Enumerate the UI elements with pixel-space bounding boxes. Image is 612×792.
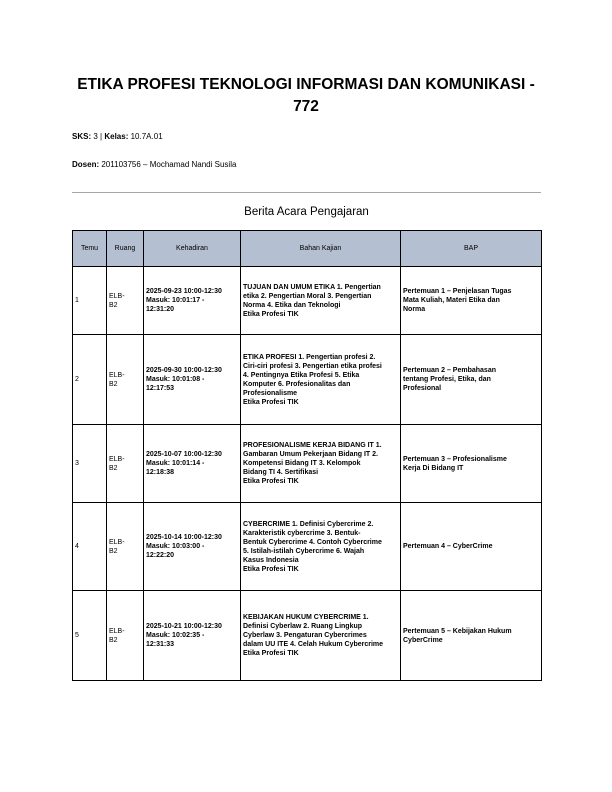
bap-line: Mata Kuliah, Materi Etika dan	[403, 297, 500, 304]
horizontal-divider	[72, 192, 541, 193]
cell-kehadiran	[144, 503, 241, 591]
header-temu: Temu	[73, 231, 107, 267]
dosen-label: Dosen:	[72, 160, 100, 169]
bap-line: Pertemuan 2 – Pembahasan	[403, 367, 496, 374]
ruang-line: ELB-	[109, 538, 125, 546]
bap-line: Norma	[403, 306, 426, 313]
bahan-line: 4. Pentingnya Etika Profesi 5. Etika	[243, 371, 360, 379]
cell-bahan-kajian	[241, 425, 401, 503]
cell-bahan-kajian	[241, 503, 401, 591]
bap-line: Profesional	[403, 385, 442, 392]
table-row	[73, 425, 542, 503]
kehadiran-line: 12:17:53	[146, 385, 175, 392]
title-line-1: ETIKA PROFESI TEKNOLOGI INFORMASI DAN KOMUNIKASI -	[77, 76, 535, 93]
header-kehadiran: Kehadiran	[144, 231, 241, 267]
cell-bahan-kajian	[241, 267, 401, 335]
cell-kehadiran	[144, 335, 241, 425]
bahan-line: Ciri-ciri profesi 3. Pengertian etika profesi	[243, 362, 382, 370]
bahan-line: PROFESIONALISME KERJA BIDANG IT 1.	[243, 442, 382, 449]
ruang-line: B2	[109, 464, 118, 472]
bahan-line: KEBIJAKAN HUKUM CYBERCRIME 1.	[243, 614, 369, 621]
kehadiran-line: 2025-10-21 10:00-12:30	[146, 623, 222, 630]
cell-temu: 1	[73, 267, 107, 335]
bahan-line: Etika Profesi TIK	[243, 650, 299, 657]
table-row	[73, 503, 542, 591]
bap-line: Kerja Di Bidang IT	[403, 464, 464, 472]
bahan-line: ETIKA PROFESI 1. Pengertian profesi 2.	[243, 353, 376, 361]
cell-ruang	[107, 503, 144, 591]
cell-kehadiran	[144, 425, 241, 503]
cell-temu: 5	[73, 591, 107, 681]
ruang-line: B2	[109, 380, 118, 388]
bap-line: Pertemuan 5 – Kebijakan Hukum	[403, 627, 512, 635]
bahan-line: dalam UU ITE 4. Celah Hukum Cybercrime	[243, 641, 384, 648]
bap-line: Pertemuan 4 – CyberCrime	[403, 543, 493, 550]
header-bap: BAP	[401, 231, 542, 267]
header-ruang: Ruang	[107, 231, 144, 267]
kehadiran-line: 12:18:38	[146, 469, 175, 476]
bap-line: CyberCrime	[403, 636, 443, 644]
bap-line: tentang Profesi, Etika, dan	[403, 376, 491, 383]
section-title: Berita Acara Pengajaran	[244, 206, 369, 218]
bahan-line: TUJUAN DAN UMUM ETIKA 1. Pengertian	[243, 283, 381, 291]
cell-temu: 4	[73, 503, 107, 591]
cell-ruang	[107, 591, 144, 681]
bahan-line: Etika Profesi TIK	[243, 398, 299, 406]
kehadiran-line: 2025-09-30 10:00-12:30	[146, 367, 222, 374]
ruang-line: B2	[109, 547, 118, 555]
table-row	[73, 267, 542, 335]
bahan-line: Definisi Cyberlaw 2. Ruang Lingkup	[243, 623, 363, 630]
cell-kehadiran	[144, 591, 241, 681]
bahan-line: Profesionalisme	[243, 389, 298, 397]
kehadiran-line: 12:31:33	[146, 641, 175, 648]
bahan-line: Bentuk Cybercrime 4. Contoh Cybercrime	[243, 538, 382, 546]
cell-bap	[401, 267, 542, 335]
dosen-value: 201103756 – Mochamad Nandi Susila	[101, 160, 237, 169]
bahan-line: etika 2. Pengertian Moral 3. Pengertian	[243, 292, 372, 300]
kehadiran-line: 2025-09-23 10:00-12:30	[146, 288, 222, 295]
cell-ruang	[107, 267, 144, 335]
cell-bap	[401, 591, 542, 681]
sks-value: 3	[93, 132, 98, 141]
cell-ruang	[107, 335, 144, 425]
cell-temu: 2	[73, 335, 107, 425]
kelas-value: 10.7A.01	[130, 132, 163, 141]
teaching-log-table	[72, 230, 542, 681]
bahan-line: Bidang TI 4. Sertifikasi	[243, 469, 319, 476]
bahan-line: Gambaran Umum Pekerjaan Bidang IT 2.	[243, 451, 378, 458]
kehadiran-line: 12:22:20	[146, 552, 175, 559]
bahan-line: Etika Profesi TIK	[243, 565, 299, 573]
cell-bap	[401, 425, 542, 503]
bahan-line: Kompetensi Bidang IT 3. Kelompok	[243, 460, 361, 467]
ruang-line: ELB-	[109, 627, 125, 635]
cell-temu: 3	[73, 425, 107, 503]
ruang-line: B2	[109, 301, 118, 309]
ruang-line: ELB-	[109, 455, 125, 463]
kehadiran-line: 2025-10-07 10:00-12:30	[146, 451, 222, 458]
meta-separator: |	[100, 132, 103, 141]
kehadiran-line: Masuk: 10:01:08 -	[146, 376, 205, 383]
kehadiran-line: Masuk: 10:01:14 -	[146, 460, 205, 467]
table-header-row	[73, 231, 542, 267]
ruang-line: B2	[109, 636, 118, 644]
bahan-line: Kasus Indonesia	[243, 556, 299, 564]
kelas-label: Kelas:	[104, 132, 129, 141]
ruang-line: ELB-	[109, 292, 125, 300]
ruang-line: ELB-	[109, 371, 125, 379]
cell-ruang	[107, 425, 144, 503]
bahan-line: Komputer 6. Profesionalitas dan	[243, 380, 351, 388]
cell-bahan-kajian	[241, 335, 401, 425]
kehadiran-line: Masuk: 10:02:35 -	[146, 632, 205, 639]
kehadiran-line: Masuk: 10:01:17 -	[146, 297, 205, 304]
cell-kehadiran	[144, 267, 241, 335]
bahan-line: Karakteristik cybercrime 3. Bentuk-	[243, 529, 361, 537]
header-bahan-kajian: Bahan Kajian	[241, 231, 401, 267]
bahan-line: Norma 4. Etika dan Teknologi	[243, 301, 341, 309]
sks-label: SKS:	[72, 132, 92, 141]
page-title	[60, 74, 552, 118]
kehadiran-line: Masuk: 10:03:00 -	[146, 543, 205, 550]
bahan-line: Etika Profesi TIK	[243, 478, 299, 485]
bahan-line: Cyberlaw 3. Pengaturan Cybercrimes	[243, 632, 367, 639]
bahan-line: CYBERCRIME 1. Definisi Cybercrime 2.	[243, 520, 374, 528]
bap-line: Pertemuan 3 – Profesionalisme	[403, 455, 507, 463]
kehadiran-line: 2025-10-14 10:00-12:30	[146, 534, 222, 541]
cell-bahan-kajian	[241, 591, 401, 681]
bap-line: Pertemuan 1 – Penjelasan Tugas	[403, 288, 512, 295]
table-row	[73, 335, 542, 425]
title-line-2: 772	[293, 98, 319, 115]
course-meta-line	[72, 132, 163, 142]
bahan-line: 5. Istilah-istilah Cybercrime 6. Wajah	[243, 547, 365, 555]
cell-bap	[401, 335, 542, 425]
bahan-line: Etika Profesi TIK	[243, 310, 299, 318]
table-row	[73, 591, 542, 681]
cell-bap	[401, 503, 542, 591]
kehadiran-line: 12:31:20	[146, 306, 175, 313]
lecturer-line	[72, 160, 236, 170]
